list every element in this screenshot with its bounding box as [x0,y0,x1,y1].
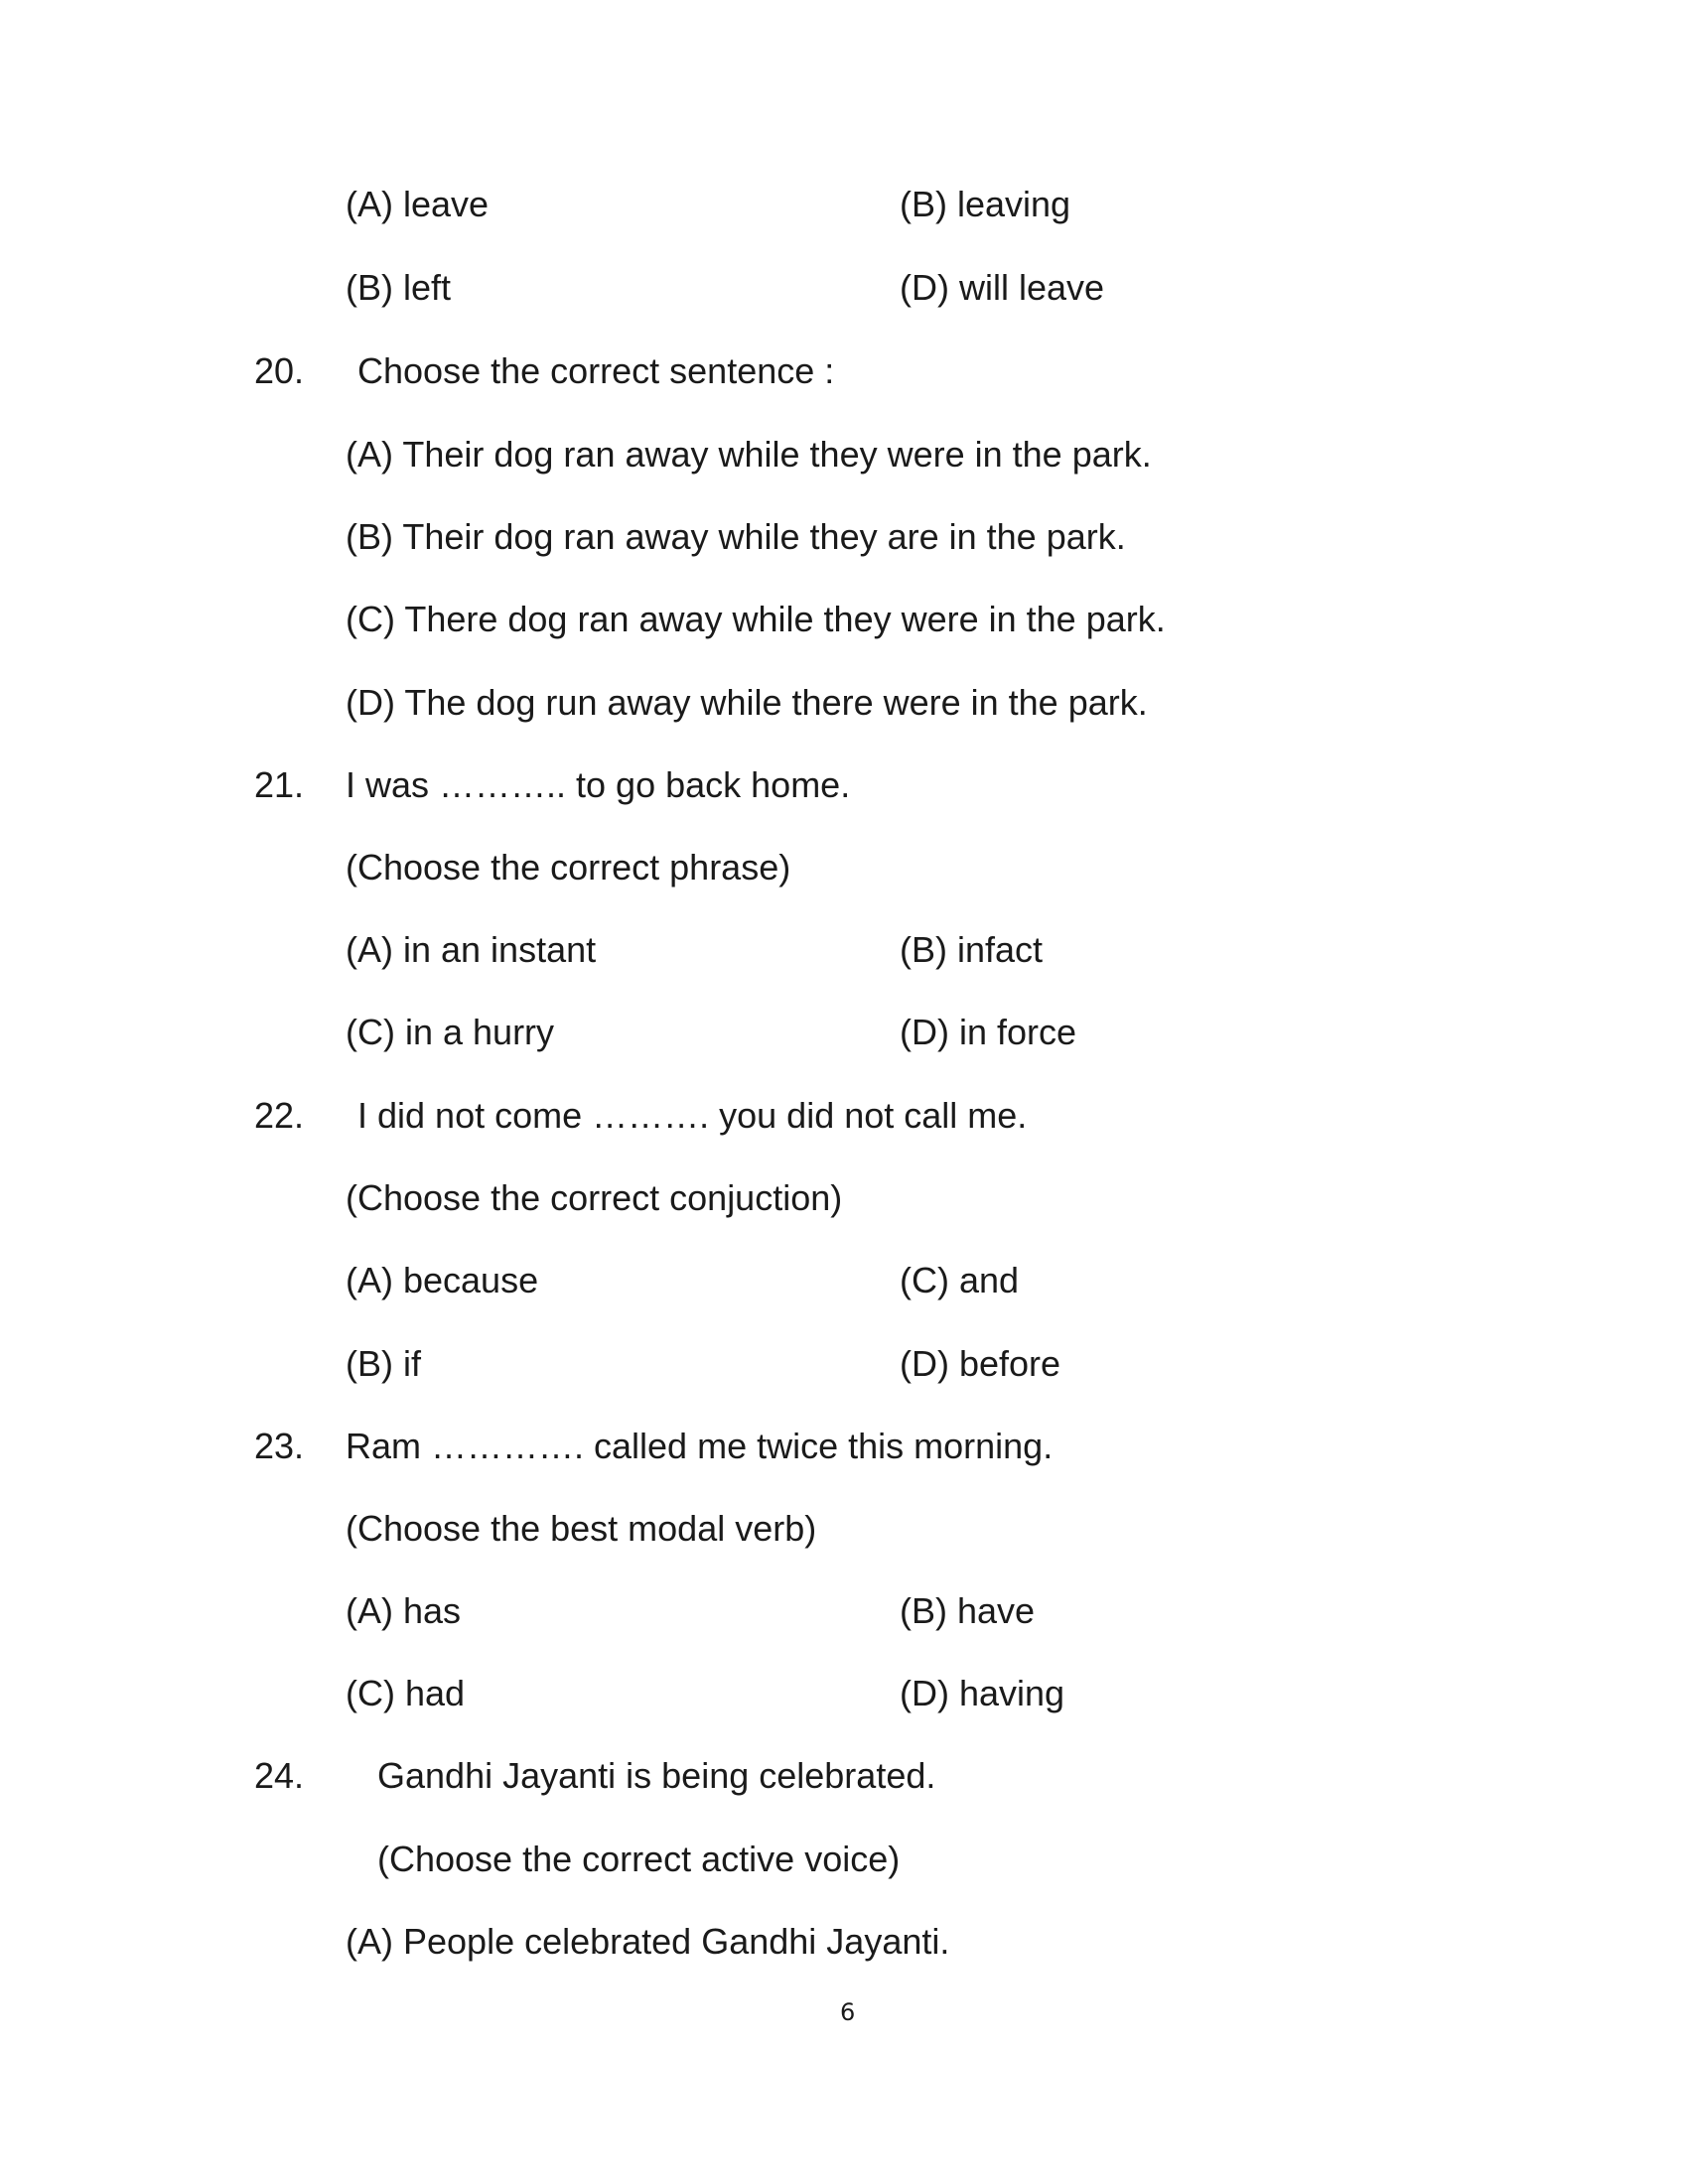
q20-stem: Choose the correct sentence : [357,350,835,391]
q22-stem: I did not come ………. you did not call me. [357,1095,1028,1136]
q23-instruction: (Choose the best modal verb) [346,1508,817,1549]
q20-option-a: (A) Their dog ran away while they were in the park. [346,434,1152,475]
q21-number: 21. [254,764,305,805]
q22-option-b: (B) if [346,1343,421,1384]
q21-option-a: (A) in an instant [346,929,597,970]
q19-option-a: (A) leave [346,184,490,224]
q22-instruction: (Choose the correct conjuction) [346,1177,843,1218]
q22-number: 22. [254,1095,305,1136]
page-number: 6 [840,1998,856,2026]
q22-option-a: (A) because [346,1260,539,1300]
q24-instruction: (Choose the correct active voice) [377,1839,901,1879]
q23-option-b: (B) have [900,1590,1036,1631]
q23-number: 23. [254,1426,305,1466]
q21-option-d: (D) in force [900,1012,1077,1052]
q21-stem: I was ……….. to go back home. [346,764,851,805]
q23-stem: Ram …………. called me twice this morning. [346,1426,1054,1466]
q19-option-d: (D) will leave [900,267,1105,308]
q21-instruction: (Choose the correct phrase) [346,847,791,887]
q19-option-b: (B) leaving [900,184,1071,224]
q20-option-c: (C) There dog ran away while they were in the park. [346,599,1166,639]
q20-number: 20. [254,350,305,391]
q24-stem: Gandhi Jayanti is being celebrated. [377,1755,936,1796]
q20-option-d: (D) The dog run away while there were in the park. [346,682,1148,723]
q19-option-c: (B) left [346,267,452,308]
q23-option-d: (D) having [900,1673,1065,1713]
q20-option-b: (B) Their dog ran away while they are in the park. [346,516,1126,557]
q22-option-c: (C) and [900,1260,1020,1300]
q24-number: 24. [254,1755,305,1796]
q23-option-a: (A) has [346,1590,462,1631]
q21-option-b: (B) infact [900,929,1044,970]
q22-option-d: (D) before [900,1343,1061,1384]
q23-option-c: (C) had [346,1673,466,1713]
q24-option-a: (A) People celebrated Gandhi Jayanti. [346,1921,950,1962]
q21-option-c: (C) in a hurry [346,1012,555,1052]
